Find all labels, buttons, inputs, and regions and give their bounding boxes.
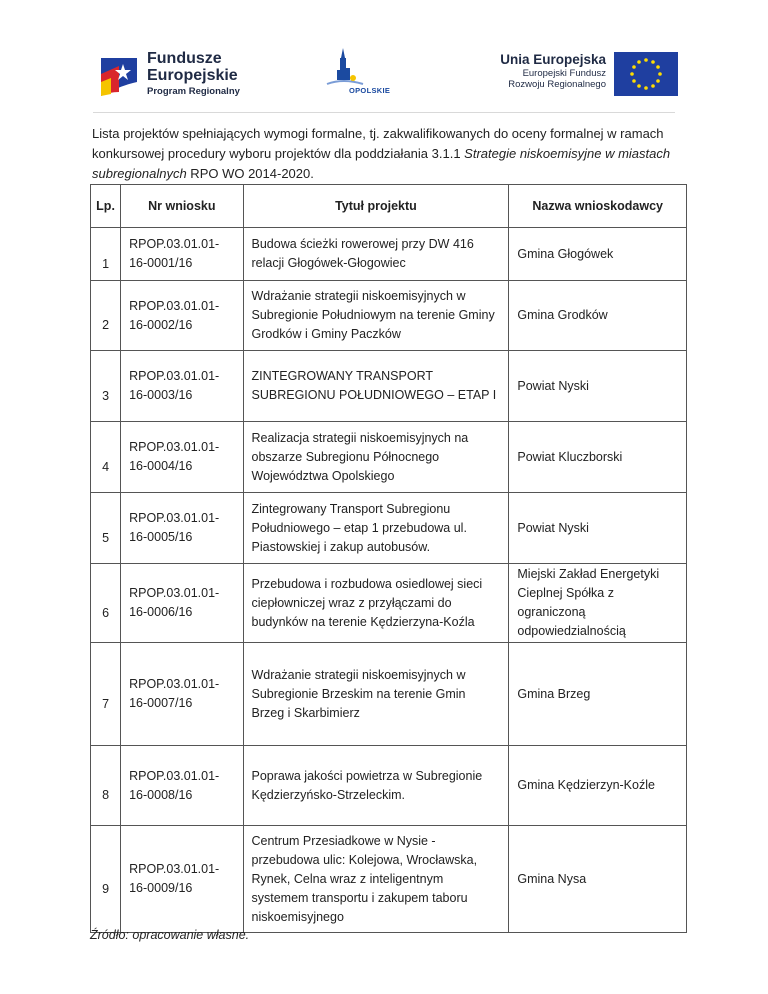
cell-nr: RPOP.03.01.01-16-0005/16 — [121, 493, 243, 564]
cell-title: Przebudowa i rozbudowa osiedlowej sieci ciepłowniczej wraz z przyłączami do budynków na terenie Kędzierzyna-Koźla — [243, 564, 509, 643]
table-row — [91, 422, 687, 493]
cell-lp — [91, 281, 121, 351]
table-row — [91, 493, 687, 564]
lp-value: 6 — [102, 605, 110, 620]
opolskie-text: OPOLSKIE — [349, 86, 391, 95]
cell-nr: RPOP.03.01.01-16-0009/16 — [121, 826, 243, 933]
cell-nr: RPOP.03.01.01-16-0003/16 — [121, 351, 243, 422]
cell-applicant: Gmina Grodków — [509, 281, 687, 351]
projects-table — [90, 184, 687, 933]
fundusze-europejskie-logo — [97, 48, 297, 104]
cell-applicant: Gmina Kędzierzyn-Koźle — [509, 746, 687, 826]
opolskie-logo — [323, 44, 403, 106]
cell-title: Wdrażanie strategii niskoemisyjnych w Subregionie Brzeskim na terenie Gmin Brzeg i Skarbimierz — [243, 643, 509, 746]
header-lp: Lp. — [91, 185, 121, 228]
cell-nr: RPOP.03.01.01-16-0006/16 — [121, 564, 243, 643]
eu-line2: Europejski Fundusz — [522, 68, 606, 79]
eu-line3: Rozwoju Regionalnego — [508, 79, 606, 90]
cell-lp — [91, 826, 121, 933]
cell-applicant: Powiat Kluczborski — [509, 422, 687, 493]
eu-line1: Unia Europejska — [500, 52, 606, 67]
lp-value: 5 — [102, 530, 110, 545]
logo-bar — [93, 40, 675, 113]
table-row — [91, 643, 687, 746]
unia-europejska-logo — [488, 50, 678, 106]
cell-lp — [91, 746, 121, 826]
header-title: Tytuł projektu — [243, 185, 509, 228]
cell-title: Budowa ścieżki rowerowej przy DW 416 relacji Głogówek-Głogowiec — [243, 228, 509, 281]
fe-line2: Europejskie — [147, 67, 238, 84]
table-row — [91, 826, 687, 933]
eu-flag-icon — [614, 52, 678, 96]
cell-nr: RPOP.03.01.01-16-0001/16 — [121, 228, 243, 281]
header-applicant: Nazwa wnioskodawcy — [509, 185, 687, 228]
cell-lp — [91, 351, 121, 422]
table-row — [91, 746, 687, 826]
table-row — [91, 228, 687, 281]
intro-text-after: RPO WO 2014-2020. — [186, 166, 314, 181]
cell-nr: RPOP.03.01.01-16-0008/16 — [121, 746, 243, 826]
fe-star-flag-icon — [97, 52, 141, 98]
cell-applicant: Gmina Brzeg — [509, 643, 687, 746]
cell-nr: RPOP.03.01.01-16-0007/16 — [121, 643, 243, 746]
source-note: Źródło: opracowanie własne. — [90, 928, 250, 942]
lp-value: 7 — [102, 696, 110, 711]
cell-title: Realizacja strategii niskoemisyjnych na obszarze Subregionu Północnego Województwa Opolskiego — [243, 422, 509, 493]
header-nr: Nr wniosku — [121, 185, 243, 228]
table-header-row — [91, 185, 687, 228]
cell-lp — [91, 564, 121, 643]
opolskie-tower-icon — [323, 44, 403, 88]
table-row — [91, 281, 687, 351]
cell-lp — [91, 493, 121, 564]
intro-paragraph — [92, 124, 682, 184]
intro-text-before: Lista projektów spełniających wymogi formalne, tj. zakwalifikowanych do oceny formalnej w ramach konkursowej procedury wyboru projektów dla poddziałania 3.1.1 — [92, 126, 664, 161]
cell-title: Zintegrowany Transport Subregionu Południowego – etap 1 przebudowa ul. Piastowskiej i zakup autobusów. — [243, 493, 509, 564]
table-row — [91, 351, 687, 422]
lp-value: 2 — [102, 318, 110, 332]
cell-applicant: Gmina Nysa — [509, 826, 687, 933]
cell-lp — [91, 643, 121, 746]
cell-title: ZINTEGROWANY TRANSPORT SUBREGIONU POŁUDNIOWEGO – ETAP I — [243, 351, 509, 422]
fe-line1: Fundusze — [147, 50, 222, 67]
table-row — [91, 564, 687, 643]
cell-title: Centrum Przesiadkowe w Nysie - przebudowa ulic: Kolejowa, Wrocławska, Rynek, Celna wraz z inteligentnym systemem transportu i zakupem taboru niskoemisyjnego — [243, 826, 509, 933]
fe-line3: Program Regionalny — [147, 86, 240, 97]
cell-lp — [91, 422, 121, 493]
intro-italic: Strategie niskoemisyjne w miastach subregionalnych — [92, 146, 671, 181]
lp-value: 9 — [102, 881, 110, 896]
cell-nr: RPOP.03.01.01-16-0002/16 — [121, 281, 243, 351]
cell-applicant: Powiat Nyski — [509, 493, 687, 564]
cell-lp — [91, 228, 121, 281]
cell-title: Poprawa jakości powietrza w Subregionie Kędzierzyńsko-Strzeleckim. — [243, 746, 509, 826]
lp-value: 3 — [102, 388, 110, 403]
cell-nr: RPOP.03.01.01-16-0004/16 — [121, 422, 243, 493]
lp-value: 4 — [102, 459, 110, 474]
cell-title: Wdrażanie strategii niskoemisyjnych w Subregionie Południowym na terenie Gminy Grodków i Gminy Paczków — [243, 281, 509, 351]
lp-value: 8 — [102, 788, 110, 802]
cell-applicant: Gmina Głogówek — [509, 228, 687, 281]
lp-value: 1 — [102, 256, 110, 271]
cell-applicant: Powiat Nyski — [509, 351, 687, 422]
cell-applicant: Miejski Zakład Energetyki Cieplnej Spółka z ograniczoną odpowiedzialnością — [509, 564, 687, 643]
